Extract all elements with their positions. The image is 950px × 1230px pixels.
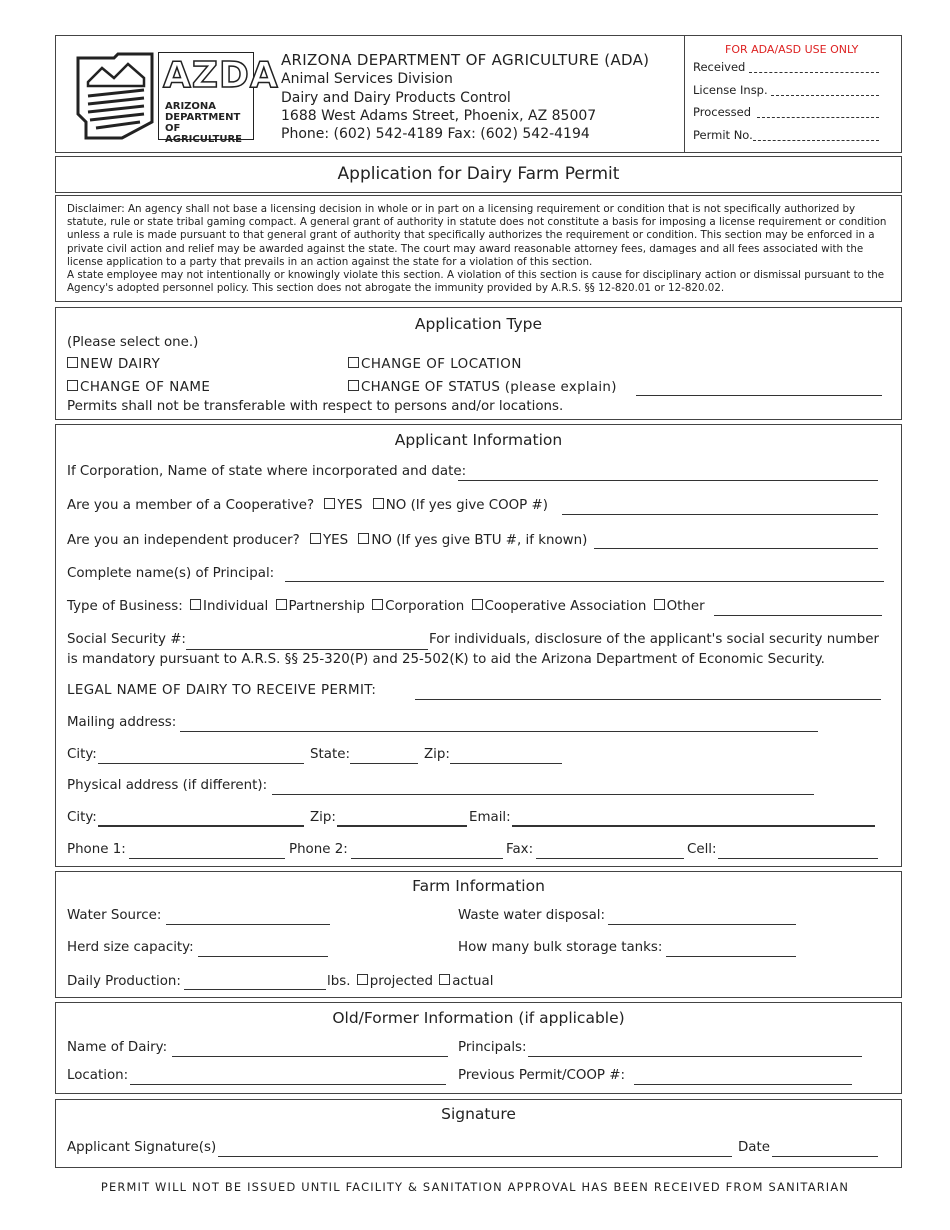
transfer-note: Permits shall not be transferable with respect to persons and/or locations. bbox=[67, 399, 564, 414]
email-label: Email: bbox=[469, 810, 511, 825]
former-name-label: Name of Dairy: bbox=[67, 1040, 168, 1055]
select-instruction: (Please select one.) bbox=[67, 335, 199, 350]
phone1-field[interactable] bbox=[129, 858, 285, 859]
signature-section bbox=[55, 1099, 902, 1168]
coop-yes-checkbox[interactable] bbox=[324, 498, 335, 509]
disclaimer-box bbox=[55, 195, 902, 302]
legal-name-field[interactable] bbox=[415, 699, 881, 700]
prev-permit-field[interactable] bbox=[634, 1084, 852, 1085]
city-label: City: bbox=[67, 747, 97, 762]
production-unit: lbs. projected actual bbox=[327, 974, 494, 989]
herd-label: Herd size capacity: bbox=[67, 940, 194, 955]
checkbox[interactable] bbox=[67, 357, 78, 368]
mailing-field[interactable] bbox=[180, 731, 818, 732]
corporation-label: If Corporation, Name of state where incorporated and date: bbox=[67, 464, 467, 479]
state-label: State: bbox=[310, 747, 350, 762]
permit-no-label: Permit No. bbox=[693, 128, 753, 142]
office-use-panel bbox=[684, 36, 902, 152]
ssn-label: Social Security #: bbox=[67, 632, 186, 647]
option-change-location[interactable]: CHANGE OF LOCATION bbox=[348, 357, 522, 372]
waste-label: Waste water disposal: bbox=[458, 908, 606, 923]
option-change-name[interactable]: CHANGE OF NAME bbox=[67, 380, 210, 395]
address: 1688 West Adams Street, Phoenix, AZ 85007 bbox=[281, 108, 597, 124]
cell-field[interactable] bbox=[718, 858, 878, 859]
tanks-label: How many bulk storage tanks: bbox=[458, 940, 663, 955]
ssn-note: For individuals, disclosure of the applicant's social security number bbox=[429, 632, 879, 647]
actual-checkbox[interactable] bbox=[439, 974, 450, 985]
former-principals-field[interactable] bbox=[528, 1056, 862, 1057]
production-label: Daily Production: bbox=[67, 974, 181, 989]
individual-checkbox[interactable] bbox=[190, 599, 201, 610]
division: Animal Services Division bbox=[281, 71, 453, 87]
form-title: Application for Dairy Farm Permit bbox=[337, 164, 620, 184]
date-field[interactable] bbox=[772, 1156, 878, 1157]
logo-wordmark: AZDA ARIZONA DEPARTMENT OF AGRICULTURE bbox=[158, 52, 254, 140]
mailing-label: Mailing address: bbox=[67, 715, 177, 730]
permit-no-field[interactable] bbox=[753, 140, 879, 141]
coop-no-checkbox[interactable] bbox=[373, 498, 384, 509]
city-label-2: City: bbox=[67, 810, 97, 825]
other-business-field[interactable] bbox=[714, 615, 882, 616]
email-field[interactable] bbox=[512, 825, 875, 827]
checkbox[interactable] bbox=[67, 380, 78, 391]
farm-section bbox=[55, 871, 902, 998]
former-location-label: Location: bbox=[67, 1068, 129, 1083]
phone1-label: Phone 1: bbox=[67, 842, 126, 857]
org-name: ARIZONA DEPARTMENT OF AGRICULTURE (ADA) bbox=[281, 51, 650, 69]
phone-fax: Phone: (602) 542-4189 Fax: (602) 542-4194 bbox=[281, 126, 590, 142]
processed-field[interactable] bbox=[757, 117, 879, 118]
disclaimer-text: Disclaimer: An agency shall not base a licensing decision in whole or in part on a licensing requirement or condition that is not specifically authorized by statute, rule or state tribal gaming compact. A general grant of authority in statute does not constitute a basis for imposing a license requirement or condition unless a rule is made pursuant to that general grant of authority that specifically authorizes the requirement or condition. This section may be enforced in a private civil action and relief may be awarded against the state. The court may award reasonable attorney fees, damages and all fees associated with the license application to a party that prevails in an action against the state for a violation of this section. bbox=[67, 203, 887, 268]
signature-label: Applicant Signature(s) bbox=[67, 1140, 217, 1155]
coop-assoc-checkbox[interactable] bbox=[472, 599, 483, 610]
option-new-dairy[interactable]: NEW DAIRY bbox=[67, 357, 160, 372]
header-box bbox=[55, 35, 902, 153]
legal-name-label: LEGAL NAME OF DAIRY TO RECEIVE PERMIT: bbox=[67, 683, 377, 698]
section-title: Applicant Information bbox=[394, 431, 563, 449]
license-insp-field[interactable] bbox=[771, 95, 879, 96]
former-location-field[interactable] bbox=[130, 1084, 446, 1085]
program: Dairy and Dairy Products Control bbox=[281, 90, 511, 106]
water-field[interactable] bbox=[166, 924, 330, 925]
phone2-label: Phone 2: bbox=[289, 842, 348, 857]
tanks-field[interactable] bbox=[666, 956, 796, 957]
form-title-box bbox=[55, 156, 902, 193]
city-field-2[interactable] bbox=[98, 825, 304, 827]
physical-label: Physical address (if different): bbox=[67, 778, 268, 793]
zip-label-2: Zip: bbox=[310, 810, 336, 825]
corporation-field[interactable] bbox=[458, 480, 878, 481]
license-insp-label: License Insp. bbox=[693, 83, 768, 97]
office-use-title: FOR ADA/ASD USE ONLY bbox=[725, 43, 859, 56]
principals-label: Complete name(s) of Principal: bbox=[67, 566, 275, 581]
production-field[interactable] bbox=[184, 989, 326, 990]
former-name-field[interactable] bbox=[172, 1056, 448, 1057]
waste-field[interactable] bbox=[608, 924, 796, 925]
btu-number-field[interactable] bbox=[594, 548, 878, 549]
checkbox[interactable] bbox=[348, 357, 359, 368]
principals-field[interactable] bbox=[285, 581, 884, 582]
section-title: Farm Information bbox=[412, 877, 545, 895]
received-label: Received bbox=[693, 60, 746, 74]
zip-field-2[interactable] bbox=[337, 825, 467, 827]
indep-no-checkbox[interactable] bbox=[358, 533, 369, 544]
former-principals-label: Principals: bbox=[458, 1040, 527, 1055]
date-label: Date bbox=[738, 1140, 771, 1155]
section-title: Old/Former Information (if applicable) bbox=[332, 1009, 625, 1027]
physical-field[interactable] bbox=[272, 794, 814, 795]
checkbox[interactable] bbox=[348, 380, 359, 391]
change-status-explain-field[interactable] bbox=[636, 395, 882, 396]
processed-label: Processed bbox=[693, 105, 751, 119]
other-checkbox[interactable] bbox=[654, 599, 665, 610]
business-type: Type of Business: Individual Partnership Corporation Cooperative Association Other bbox=[67, 599, 705, 614]
section-title: Application Type bbox=[414, 315, 543, 333]
azda-logo bbox=[74, 52, 279, 145]
zip-label: Zip: bbox=[424, 747, 450, 762]
city-field[interactable] bbox=[98, 763, 304, 764]
state-field[interactable] bbox=[350, 763, 418, 764]
signature-field[interactable] bbox=[218, 1156, 732, 1157]
water-label: Water Source: bbox=[67, 908, 162, 923]
independent-question: Are you an independent producer? YES NO (If yes give BTU #, if known) bbox=[67, 533, 588, 548]
footer-note: PERMIT WILL NOT BE ISSUED UNTIL FACILITY & SANITATION APPROVAL HAS BEEN RECEIVED FROM SANITARIAN bbox=[100, 1180, 850, 1194]
prev-permit-label: Previous Permit/COOP #: bbox=[458, 1068, 625, 1083]
herd-field[interactable] bbox=[198, 956, 328, 957]
applicant-section bbox=[55, 424, 902, 867]
coop-question: Are you a member of a Cooperative? YES NO (If yes give COOP #) bbox=[67, 498, 548, 513]
corporation-checkbox[interactable] bbox=[372, 599, 383, 610]
indep-yes-checkbox[interactable] bbox=[310, 533, 321, 544]
arizona-map-icon bbox=[74, 52, 156, 140]
partnership-checkbox[interactable] bbox=[276, 599, 287, 610]
received-field[interactable] bbox=[749, 72, 879, 73]
section-title: Signature bbox=[441, 1105, 516, 1123]
former-section bbox=[55, 1002, 902, 1094]
coop-number-field[interactable] bbox=[562, 514, 878, 515]
ssn-note-2: is mandatory pursuant to A.R.S. §§ 25-320(P) and 25-502(K) to aid the Arizona Department of Economic Security. bbox=[67, 652, 825, 667]
zip-field[interactable] bbox=[450, 763, 562, 764]
option-change-status[interactable]: CHANGE OF STATUS (please explain) bbox=[348, 380, 617, 395]
ssn-field[interactable] bbox=[186, 649, 428, 650]
fax-label: Fax: bbox=[506, 842, 534, 857]
fax-field[interactable] bbox=[536, 858, 684, 859]
application-type-section bbox=[55, 307, 902, 420]
phone2-field[interactable] bbox=[351, 858, 503, 859]
projected-checkbox[interactable] bbox=[357, 974, 368, 985]
disclaimer-text-2: A state employee may not intentionally or knowingly violate this section. A violation of this section is cause for disciplinary action or dismissal pursuant to the Agency's adopted personnel policy. This section does not abrogate the immunity provided by A.R.S. §§ 12-820.01 or 12-820.02. bbox=[67, 269, 885, 295]
cell-label: Cell: bbox=[687, 842, 717, 857]
